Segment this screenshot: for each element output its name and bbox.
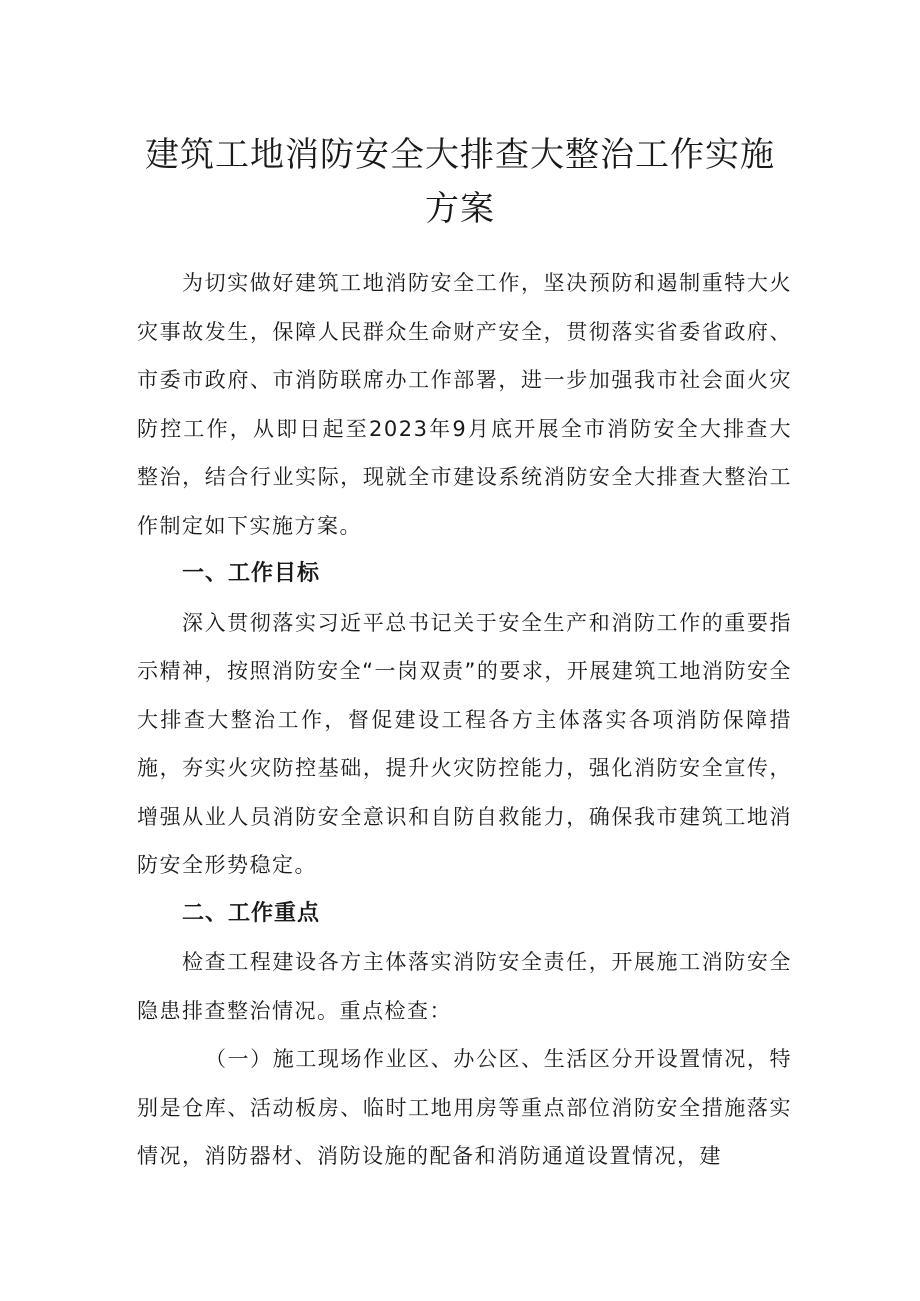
goals-paragraph: 深入贯彻落实习近平总书记关于安全生产和消防工作的重要指示精神，按照消防安全“一岗双责”的要求，开展建筑工地消防安全大排查大整治工作，督促建设工程各方主体落实各项消防保障措施，夯实火灾防控基础，提升火灾防控能力，强化消防安全宣传，增强从业人员消防安全意识和自防自救能力，确保我市建筑工地消防安全形势稳定。 [137, 610, 792, 877]
section-heading-focus: 二、工作重点 [182, 900, 321, 926]
intro-paragraph: 为切实做好建筑工地消防安全工作，坚决预防和遏制重特大火灾事故发生，保障人民群众生命财产安全，贯彻落实省委省政府、市委市政府、市消防联席办工作部署，进一步加强我市社会面火灾防控工作，从即日起至2023年9月底开展全市消防安全大排查大整治，结合行业实际，现就全市建设系统消防安全大排查大整治工作制定如下实施方案。 [137, 271, 792, 538]
title-line-2: 方案 [425, 189, 495, 229]
section-heading-goals: 一、工作目标 [182, 561, 321, 586]
document-body [137, 259, 792, 1181]
title-line-1: 建筑工地消防安全大排查大整治工作实施 [145, 135, 775, 175]
focus-item-1: （一）施工现场作业区、办公区、生活区分开设置情况，特别是仓库、活动板房、临时工地用房等重点部位消防安全措施落实情况，消防器材、消防设施的配备和消防通道设置情况，建 [137, 1047, 792, 1168]
focus-paragraph: 检查工程建设各方主体落实消防安全责任，开展施工消防安全隐患排查整治情况。重点检查： [137, 950, 792, 1023]
document-title [130, 128, 790, 236]
